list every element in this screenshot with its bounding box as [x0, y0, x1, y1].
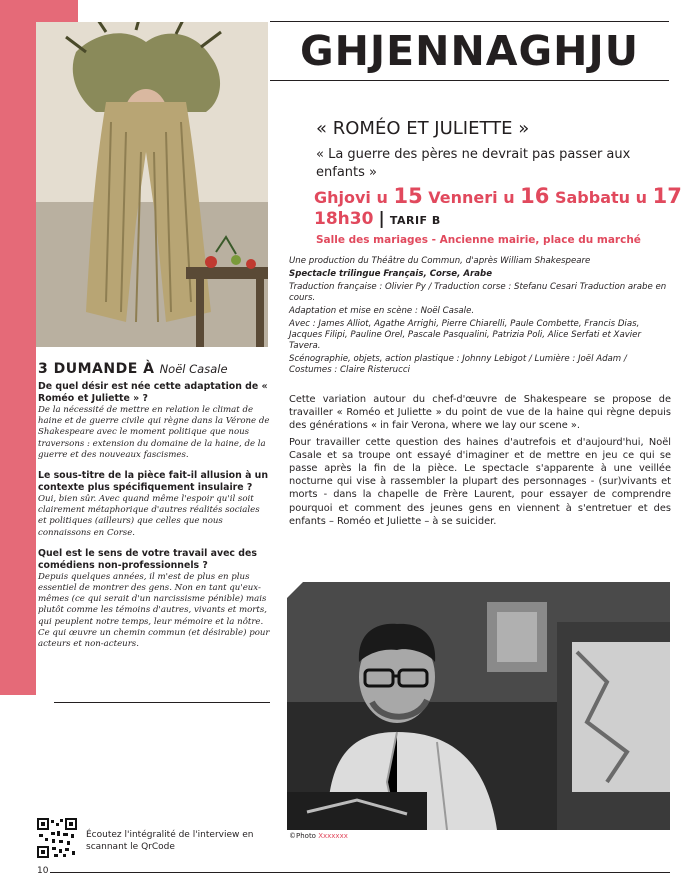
credits-block [289, 256, 669, 378]
interviewee-name: Noël Casale [159, 362, 228, 376]
description-body [289, 393, 671, 531]
photo-credit-name: Xxxxxxx [318, 832, 348, 840]
description-paragraph-1: Cette variation autour du chef-d'œuvre de Shakespeare se propose de travailler « Roméo et Juliette » du point de vue de la haine qui règne depuis des générations « in fair Verona, where we lay our scene ». [289, 394, 671, 432]
date-day-2: Venneri u [428, 188, 515, 207]
performer-photo [36, 22, 268, 347]
page-number: 10 [37, 866, 49, 876]
performance-dates [314, 184, 682, 208]
credit-design: Scénographie, objets, action plastique : Johnny Lebigot / Lumière : Joël Adam / Costumes : Claire Risterucci [289, 354, 627, 375]
question-2: Le sous-titre de la pièce fait-il allusion à un contexte plus spécifiquement insulaire ? [38, 470, 269, 494]
separator: | [378, 209, 385, 229]
question-3: Quel est le sens de votre travail avec des comédiens non-professionnels ? [38, 547, 257, 571]
date-day-1: Ghjovi u [314, 188, 388, 207]
credit-production: Une production du Théâtre du Commun, d'après William Shakespeare [289, 256, 591, 266]
qr-code[interactable] [37, 818, 77, 858]
title-rule-bottom [270, 80, 669, 81]
show-time: 18h30 [314, 209, 374, 229]
photo-credit [289, 832, 348, 840]
interview-rule [54, 702, 270, 703]
interview-heading-label: 3 DUMANDE À [38, 361, 155, 377]
time-row [314, 209, 654, 229]
venue: Salle des mariages - Ancienne mairie, place du marché [316, 234, 641, 246]
credit-direction: Adaptation et mise en scène : Noël Casale. [289, 306, 475, 316]
director-photo [287, 582, 670, 830]
credit-cast: Avec : James Alliot, Agathe Arrighi, Pierre Chiarelli, Paule Combette, Francis Dias, Jacques Filipi, Pauline Orel, Pascale Pasqualini, Patrizia Poli, Alice Serfati et Xavier Tavera. [289, 319, 641, 351]
date-number-2: 16 [520, 184, 550, 208]
credit-translation: Traduction française : Olivier Py / Traduction corse : Stefanu Cesari Traduction arabe en cours. [289, 282, 667, 303]
credit-languages: Spectacle trilingue Français, Corse, Arabe [289, 269, 493, 279]
answer-3: Depuis quelques années, il m'est de plus en plus essentiel de montrer des gens. Non en tant qu'eux-mêmes (ce qui serait d'un narcissisme pénible) mais plutôt comme les témoins d'autres, vivants et morts, qui peuplent notre temps, leur mémoire et la nôtre. Ce qui œuvre un chemin commun (et désirable) pour acteurs et non-acteurs. [38, 571, 270, 650]
qr-instructions: Écoutez l'intégralité de l'interview en scannant le QrCode [86, 830, 254, 852]
description-paragraph-2: Pour travailler cette question des haines d'autrefois et d'aujourd'hui, Noël Casale et sa troupe ont essayé d'imaginer et de mettre en jeu ce qui se passe après la fin de la pièce. Le spectacle s'apparente à une veillée nocturne qui vise à rassembler la plupart des personnages - (sur)vivants et morts - dans la chapelle de Frère Laurent, pour essayer de comprendre pourquoi et comment des jeunes gens en viennent à s'entretuer et des enfants – Roméo et Juliette – à se suicider. [289, 436, 671, 527]
interview-qa [38, 381, 270, 659]
page-title: GHJENNAGHJU [299, 27, 640, 75]
date-number-1: 15 [393, 184, 423, 208]
photo-credit-prefix: ©Photo [289, 832, 319, 840]
date-day-3: Sabbatu u [554, 188, 648, 207]
title-rule-top [270, 21, 669, 22]
photo-corner-notch [287, 582, 303, 598]
answer-1: De la nécessité de mettre en relation le climat de haine et de guerre civile qui règne dans la Vérone de Shakespeare avec le moment politique que nous traversons : extension du domaine de la haine, de la guerre et des nouveaux fascismes. [38, 405, 270, 460]
play-title: « ROMÉO ET JULIETTE » [316, 118, 530, 139]
play-subtitle: « La guerre des pères ne devrait pas passer aux enfants » [316, 147, 631, 180]
tarif-label: TARIF B [389, 214, 441, 227]
answer-2: Oui, bien sûr. Avec quand même l'espoir qu'il soit clairement métaphorique d'autres réalités sociales et politiques (ailleurs) que celles que nous connaissons en Corse. [38, 494, 260, 538]
question-1: De quel désir est née cette adaptation de « Roméo et Juliette » ? [38, 381, 268, 404]
photo-notch [268, 158, 284, 186]
interview-heading [38, 358, 268, 377]
footer-rule [50, 872, 670, 873]
date-number-3: 17 [652, 184, 682, 208]
